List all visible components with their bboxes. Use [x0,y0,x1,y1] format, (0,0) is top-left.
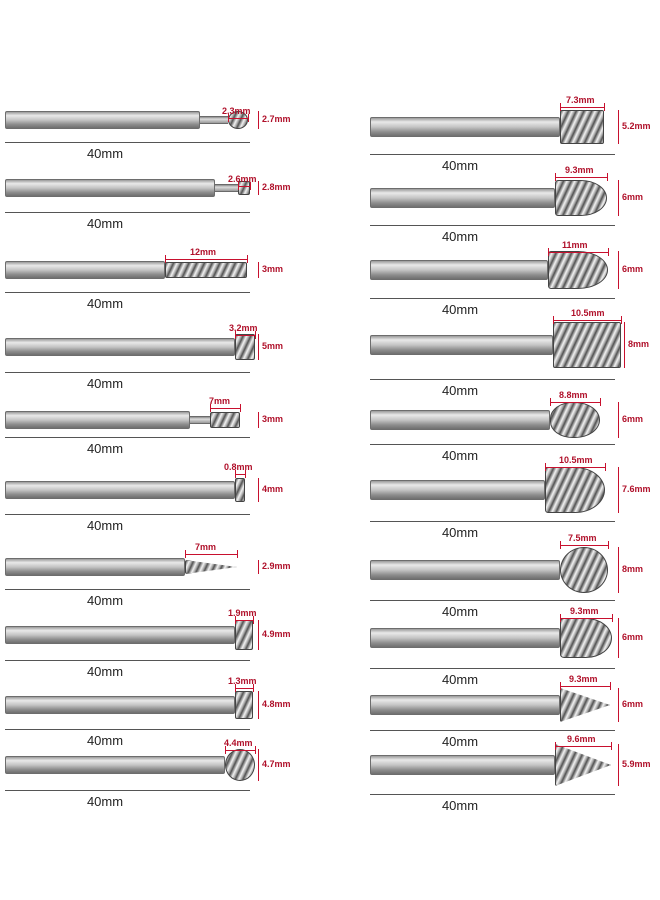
bur-shank [5,481,235,499]
length-label: 40mm [86,441,124,456]
bur-shank [370,695,560,715]
length-label: 40mm [441,734,479,749]
diameter-dimension-line [258,334,259,360]
diameter-label: 7.6mm [622,484,651,494]
length-ruler [5,437,250,438]
bur-head-cylinder [553,322,621,368]
length-label: 40mm [86,733,124,748]
bur-head-cylinder [560,110,604,144]
diameter-label: 2.9mm [262,561,291,571]
width-dimension-line [228,118,248,119]
width-label: 1.3mm [228,676,257,686]
width-label: 11mm [562,240,588,250]
length-label: 40mm [441,525,479,540]
width-label: 9.3mm [569,674,598,684]
bur-shank [5,696,235,714]
width-label: 7.3mm [566,95,595,105]
bur-head-cylinder-ball [545,467,605,513]
width-dimension-line [550,402,600,403]
width-label: 8.8mm [559,390,588,400]
diameter-dimension-line [618,180,619,216]
diameter-dimension-line [258,412,259,428]
diameter-label: 8mm [628,339,650,349]
width-dimension-line [238,186,250,187]
bur-head-inverted-cone [235,620,253,650]
length-label: 40mm [86,216,124,231]
length-ruler [370,154,615,155]
length-ruler [370,298,615,299]
length-ruler [5,729,250,730]
width-dimension-tick [560,614,561,622]
width-dimension-line [548,252,608,253]
length-label: 40mm [441,798,479,813]
width-label: 0.8mm [224,462,253,472]
width-dimension-tick [555,742,556,750]
diameter-dimension-line [258,478,259,502]
length-ruler [5,589,250,590]
width-dimension-line [235,335,255,336]
bur-shank [5,111,200,129]
bur-head-wheel [235,691,253,719]
diameter-label: 5mm [262,341,284,351]
bur-shank [5,626,235,644]
bur-shank [370,188,555,208]
bur-shank [370,560,560,580]
length-ruler [5,372,250,373]
bur-shank [5,179,215,197]
width-label: 7mm [209,396,231,406]
diameter-label: 6mm [622,264,644,274]
width-label: 9.6mm [567,734,596,744]
length-ruler [370,444,615,445]
bur-shank [370,410,550,430]
width-dimension-tick [560,682,561,690]
width-dimension-line [555,746,611,747]
diameter-dimension-line [258,749,259,781]
width-dimension-line [235,474,245,475]
bur-neck [190,416,210,424]
width-dimension-tick [560,103,561,111]
bur-shank [5,338,235,356]
length-label: 40mm [441,383,479,398]
bur-head-ball [225,749,255,781]
width-dimension-tick [255,746,256,754]
bur-shank [5,756,225,774]
width-dimension-tick [604,103,605,111]
width-dimension-tick [610,682,611,690]
bur-head-ball [560,547,608,593]
bur-head-cone [555,744,611,786]
width-dimension-tick [553,316,554,324]
width-dimension-line [235,688,253,689]
diameter-dimension-line [618,402,619,438]
length-ruler [5,660,250,661]
length-ruler [370,521,615,522]
width-dimension-tick [555,173,556,181]
width-dimension-line [555,177,607,178]
length-ruler [370,794,615,795]
diameter-dimension-line [618,744,619,786]
bur-neck [215,184,238,192]
width-label: 9.3mm [570,606,599,616]
bur-shank [370,480,545,500]
width-dimension-tick [621,316,622,324]
bur-head-cylinder-ball [548,251,608,289]
width-dimension-line [553,320,621,321]
diameter-label: 4mm [262,484,284,494]
width-dimension-tick [247,255,248,263]
length-label: 40mm [441,229,479,244]
length-ruler [5,292,250,293]
bur-head-wheel [235,334,255,360]
width-label: 7mm [195,542,217,552]
diameter-label: 6mm [622,699,644,709]
length-ruler [5,212,250,213]
length-ruler [370,600,615,601]
width-dimension-line [225,750,255,751]
diameter-label: 2.7mm [262,114,291,124]
length-label: 40mm [86,664,124,679]
length-label: 40mm [86,518,124,533]
diameter-label: 4.8mm [262,699,291,709]
width-dimension-line [185,554,237,555]
width-dimension-tick [240,404,241,412]
width-label: 12mm [190,247,217,257]
width-dimension-tick [611,742,612,750]
width-dimension-tick [608,248,609,256]
length-ruler [5,790,250,791]
width-label: 3.2mm [229,323,258,333]
width-label: 2.3mm [222,106,251,116]
length-label: 40mm [441,158,479,173]
diameter-dimension-line [258,262,259,278]
width-dimension-tick [185,550,186,558]
length-label: 40mm [86,146,124,161]
width-label: 7.5mm [568,533,597,543]
width-dimension-line [560,545,608,546]
length-label: 40mm [86,593,124,608]
width-label: 4.4mm [224,738,253,748]
diameter-label: 2.8mm [262,182,291,192]
diameter-dimension-line [258,181,259,195]
bur-head-disc [235,478,245,502]
width-dimension-tick [607,173,608,181]
width-label: 10.5mm [559,455,593,465]
width-dimension-line [560,618,612,619]
width-label: 10.5mm [571,308,605,318]
length-ruler [5,514,250,515]
width-dimension-tick [605,463,606,471]
width-label: 9.3mm [565,165,594,175]
width-label: 1.9mm [228,608,257,618]
length-ruler [370,668,615,669]
diameter-label: 5.2mm [622,121,651,131]
bur-head-cylinder [210,412,240,428]
bur-shank [5,261,165,279]
bur-neck [200,116,228,124]
diameter-dimension-line [258,560,259,574]
bur-head-tree [555,180,607,216]
diameter-label: 6mm [622,414,644,424]
bur-shank [370,260,548,280]
width-dimension-line [560,686,610,687]
width-dimension-tick [545,463,546,471]
width-dimension-tick [550,398,551,406]
bur-head-taper [185,560,237,574]
bur-shank [370,755,555,775]
diameter-label: 6mm [622,192,644,202]
diameter-dimension-line [618,110,619,144]
width-label: 2.6mm [228,174,257,184]
width-dimension-tick [560,541,561,549]
diameter-dimension-line [258,620,259,650]
diameter-dimension-line [624,322,625,368]
width-dimension-line [210,408,240,409]
width-dimension-tick [165,255,166,263]
width-dimension-line [560,107,604,108]
length-label: 40mm [86,296,124,311]
bur-head-long-cylinder [165,262,247,278]
diameter-dimension-line [618,688,619,722]
diameter-dimension-line [618,467,619,513]
diameter-label: 4.7mm [262,759,291,769]
bur-shank [370,117,560,137]
width-dimension-tick [237,550,238,558]
bur-shank [370,628,560,648]
length-label: 40mm [441,302,479,317]
length-label: 40mm [86,376,124,391]
length-label: 40mm [441,604,479,619]
diameter-label: 3mm [262,264,284,274]
bur-head-oval [550,402,600,438]
width-dimension-line [235,620,253,621]
width-dimension-tick [600,398,601,406]
diameter-dimension-line [258,111,259,129]
width-dimension-tick [612,614,613,622]
diameter-dimension-line [258,691,259,719]
width-dimension-tick [608,541,609,549]
width-dimension-line [165,259,247,260]
diameter-dimension-line [618,251,619,289]
length-label: 40mm [441,672,479,687]
bur-shank [370,335,553,355]
diameter-dimension-line [618,618,619,658]
length-ruler [370,730,615,731]
width-dimension-tick [548,248,549,256]
diameter-label: 6mm [622,632,644,642]
diameter-label: 4.9mm [262,629,291,639]
length-ruler [370,225,615,226]
length-label: 40mm [441,448,479,463]
length-label: 40mm [86,794,124,809]
diameter-dimension-line [618,547,619,593]
bur-shank [5,411,190,429]
bur-shank [5,558,185,576]
bur-head-flame [560,618,612,658]
diameter-label: 8mm [622,564,644,574]
diameter-label: 5.9mm [622,759,651,769]
length-ruler [370,379,615,380]
length-ruler [5,142,250,143]
bur-head-cone-point [560,688,610,722]
width-dimension-line [545,467,605,468]
diameter-label: 3mm [262,414,284,424]
